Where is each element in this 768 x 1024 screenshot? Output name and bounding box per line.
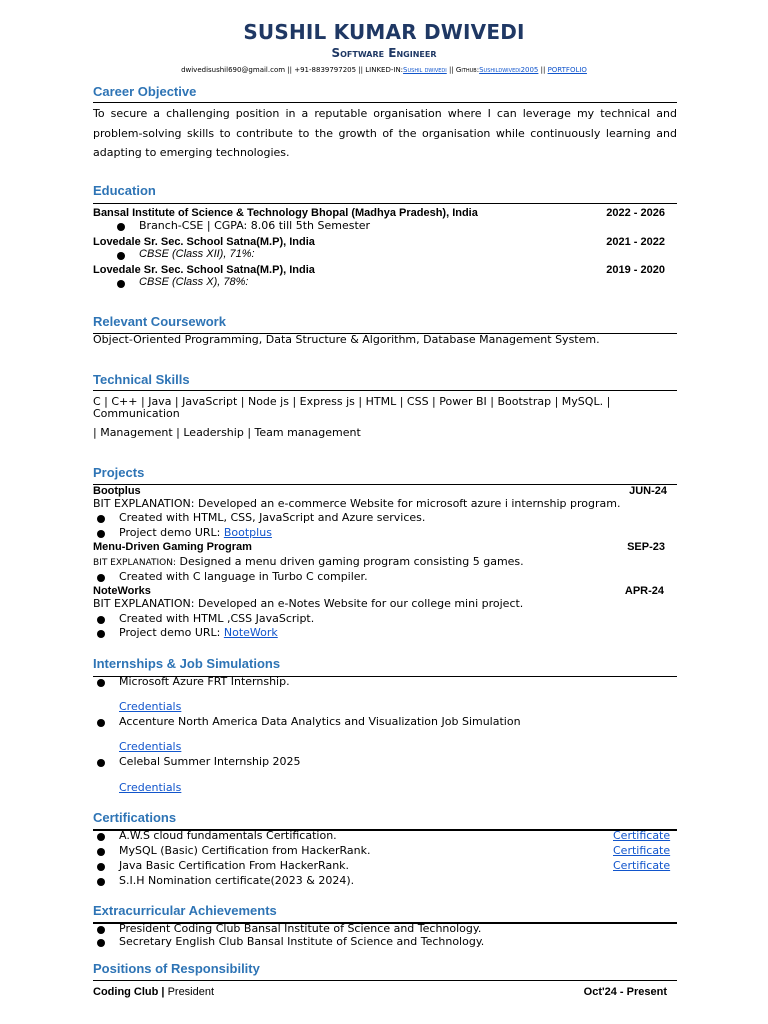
separator: || (538, 66, 548, 74)
bullet-icon (97, 630, 105, 638)
project-explanation (93, 497, 620, 510)
project-date: SEP-23 (627, 541, 665, 553)
education-school: Lovedale Sr. Sec. School Satna(M.P), India (93, 236, 315, 248)
section-heading-skills: Technical Skills (93, 372, 190, 387)
section-heading-projects: Projects (93, 465, 145, 480)
bullet-icon (97, 515, 105, 523)
phone-text: +91-8839797205 (294, 66, 357, 74)
section-divider (93, 980, 677, 981)
bullet-icon (97, 833, 105, 841)
achievement-item: President Coding Club Bansal Institute of Science and Technology. (119, 922, 482, 935)
section-heading-education: Education (93, 183, 156, 198)
education-years: 2019 - 2020 (606, 264, 665, 276)
certification-title: MySQL (Basic) Certification from HackerRank. (119, 844, 371, 857)
bullet-icon (117, 223, 125, 231)
position-entry (93, 986, 214, 998)
separator: || (446, 66, 456, 74)
project-explanation (93, 597, 523, 610)
bullet-icon (97, 530, 105, 538)
github-label: Github: (455, 66, 480, 74)
project-bullet: Created with C language in Turbo C compiler. (119, 570, 368, 583)
coursework-text: Object-Oriented Programming, Data Structure & Algorithm, Database Management System. (93, 333, 600, 346)
contact-line (0, 66, 768, 74)
education-years: 2022 - 2026 (606, 207, 665, 219)
career-objective-text: To secure a challenging position in a reputable organisation where I can leverage my technical and problem-solving skills to contribute to the growth of the organisation while continuously learning and adapting to emerging technologies. (93, 107, 677, 159)
certification-title: A.W.S cloud fundamentals Certification. (119, 829, 337, 842)
bullet-icon (97, 939, 105, 947)
certificate-link[interactable]: Certificate (613, 844, 671, 857)
certification-title: S.I.H Nomination certificate(2023 & 2024). (119, 874, 355, 887)
credentials-link[interactable]: Credentials (119, 700, 182, 713)
certificate-link[interactable]: Certificate (613, 829, 671, 842)
candidate-name: SUSHIL KUMAR DWIVEDI (243, 20, 525, 44)
github-link[interactable]: Sushildwivedi2005 (479, 66, 539, 74)
project-date: APR-24 (624, 585, 664, 597)
separator: || (356, 66, 366, 74)
education-school: Bansal Institute of Science & Technology Bhopal (Madhya Pradesh), India (93, 207, 478, 219)
section-heading-certifications: Certifications (93, 810, 177, 825)
section-heading-coursework: Relevant Coursework (93, 314, 226, 329)
bullet-icon (97, 759, 105, 767)
bullet-icon (97, 574, 105, 582)
skills-line: | Management | Leadership | Team management (93, 426, 361, 439)
bullet-icon (97, 719, 105, 727)
project-bullet: Created with HTML ,CSS JavaScript. (119, 612, 315, 625)
project-bullet: Created with HTML, CSS, JavaScript and Azure services. (119, 511, 426, 524)
section-heading-positions: Positions of Responsibility (93, 961, 260, 976)
explanation-text: Designed a menu driven gaming program consisting 5 games. (176, 555, 524, 568)
certification-title: Java Basic Certification From HackerRank. (119, 859, 350, 872)
email-text: dwivedisushil690@gmail.com (181, 66, 286, 74)
skills-line: C | C++ | Java | JavaScript | Node js | Express js | HTML | CSS | Power BI | Bootstrap | MySQL. | (93, 395, 611, 408)
explanation-text: Developed an e-commerce Website for microsoft azure i internship program. (194, 497, 621, 510)
portfolio-link[interactable]: PORTFOLIO (547, 66, 587, 74)
project-bullet (119, 626, 278, 639)
achievement-item: Secretary English Club Bansal Institute of Science and Technology. (119, 935, 485, 948)
explanation-label: BIT EXPLANATION: (93, 597, 195, 610)
position-title: President (167, 986, 215, 998)
skills-line: Communication (93, 407, 180, 420)
bullet-icon (97, 878, 105, 886)
explanation-text: Developed an e-Notes Website for our college mini project. (194, 597, 524, 610)
project-title: Menu-Driven Gaming Program (93, 541, 252, 553)
position-date: Oct'24 - Present (583, 986, 667, 998)
section-divider (93, 102, 677, 103)
section-heading-career: Career Objective (93, 84, 197, 99)
bullet-icon (97, 926, 105, 934)
bullet-icon (117, 280, 125, 288)
project-demo-link[interactable]: NoteWork (223, 626, 278, 639)
job-title: Software Engineer (331, 46, 437, 60)
project-demo-link[interactable]: Bootplus (223, 526, 272, 539)
linkedin-link[interactable]: Sushil dwivedi (403, 66, 447, 74)
section-heading-internships: Internships & Job Simulations (93, 656, 281, 671)
project-explanation (93, 555, 524, 568)
bullet-icon (97, 616, 105, 624)
education-years: 2021 - 2022 (606, 236, 665, 248)
explanation-label: BIT EXPLANATION: (93, 497, 195, 510)
demo-url-label: Project demo URL: (119, 626, 224, 639)
internship-title: Microsoft Azure FRT Internship. (119, 675, 290, 688)
certificate-link[interactable]: Certificate (613, 859, 671, 872)
bullet-icon (97, 848, 105, 856)
project-title: Bootplus (93, 485, 141, 497)
position-org: Coding Club | (93, 986, 168, 998)
education-school: Lovedale Sr. Sec. School Satna(M.P), India (93, 264, 315, 276)
project-date: JUN-24 (629, 485, 667, 497)
bullet-icon (97, 863, 105, 871)
education-detail: CBSE (Class X), 78%: (139, 276, 249, 288)
explanation-label: BIT EXPLANATION: (93, 558, 177, 568)
section-divider (93, 203, 677, 204)
internship-title: Celebal Summer Internship 2025 (119, 755, 301, 768)
section-heading-extracurricular: Extracurricular Achievements (93, 903, 277, 918)
internship-title: Accenture North America Data Analytics and Visualization Job Simulation (119, 715, 521, 728)
linkedin-label: LINKED-IN: (365, 66, 404, 74)
credentials-link[interactable]: Credentials (119, 740, 182, 753)
credentials-link[interactable]: Credentials (119, 781, 182, 794)
education-detail: Branch-CSE | CGPA: 8.06 till 5th Semester (139, 219, 371, 232)
education-detail: CBSE (Class XII), 71%: (139, 248, 255, 260)
project-title: NoteWorks (93, 585, 151, 597)
section-divider (93, 390, 677, 391)
bullet-icon (117, 252, 125, 260)
project-bullet (119, 526, 272, 539)
demo-url-label: Project demo URL: (119, 526, 224, 539)
bullet-icon (97, 679, 105, 687)
separator: || (285, 66, 295, 74)
